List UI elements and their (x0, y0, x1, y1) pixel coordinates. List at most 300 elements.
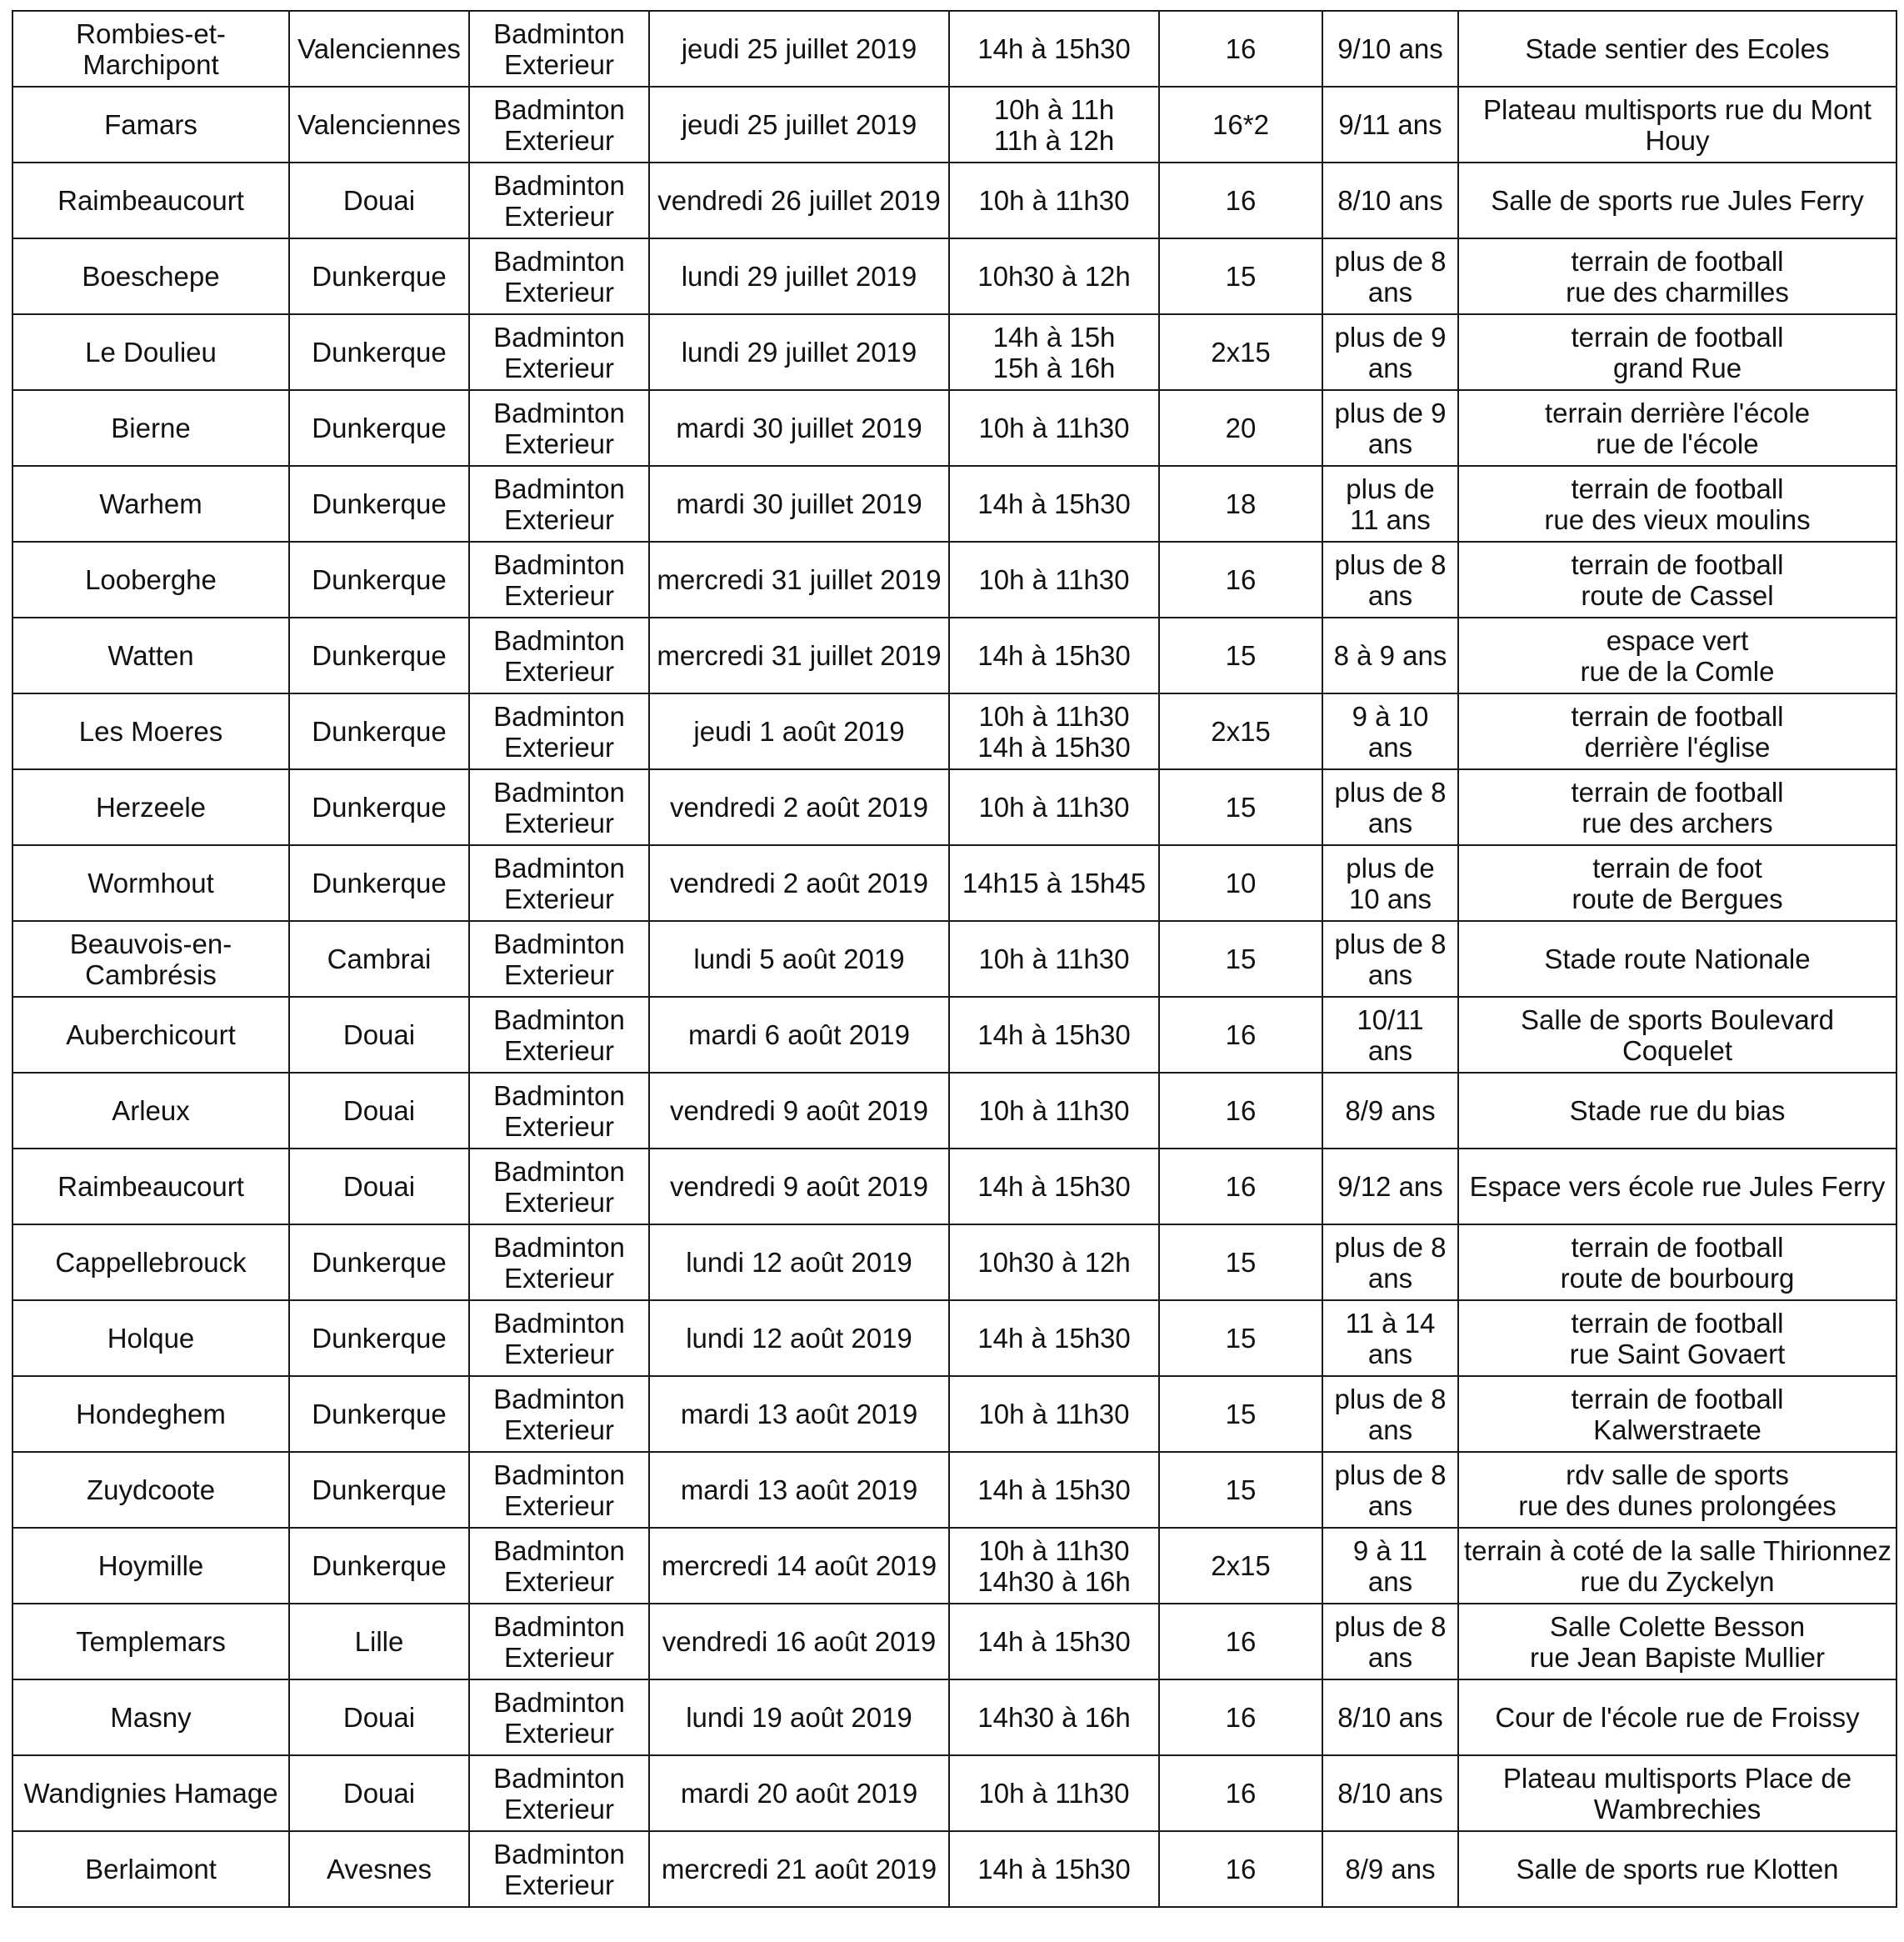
places-cell (1159, 921, 1322, 997)
activity-cell-line: Exterieur (503, 1338, 615, 1369)
time-cell (949, 238, 1159, 314)
arrondissement-cell-text: Dunkerque (312, 564, 447, 595)
age-cell-line: 10 ans (1348, 883, 1432, 914)
time-cell-line: 10h à 11h30 (978, 700, 1130, 732)
places-cell-text: 18 (1225, 488, 1257, 519)
table-row (12, 1149, 1897, 1224)
activity-cell-line: Badminton (493, 1004, 625, 1035)
age-cell-line: ans (1367, 1565, 1413, 1597)
time-cell-line: 14h à 15h30 (977, 640, 1131, 671)
time-cell-line: 10h à 11h (993, 93, 1115, 125)
activity-cell-line: Exterieur (503, 124, 615, 156)
date-cell (649, 921, 949, 997)
activity-cell-line: Exterieur (503, 655, 615, 687)
time-cell-line: 14h15 à 15h45 (962, 868, 1147, 898)
places-cell (1159, 542, 1322, 618)
places-cell (1159, 1604, 1322, 1679)
arrondissement-cell (289, 1452, 469, 1528)
arrondissement-cell-text: Dunkerque (312, 1474, 447, 1505)
location-cell (1458, 314, 1897, 390)
time-cell (949, 1755, 1159, 1831)
age-cell-line: ans (1367, 958, 1413, 990)
age-cell (1322, 238, 1458, 314)
places-cell (1159, 769, 1322, 845)
age-cell-line: 8/10 ans (1337, 1702, 1443, 1733)
arrondissement-cell (289, 1755, 469, 1831)
commune-cell (12, 618, 289, 693)
date-cell-text: lundi 29 juillet 2019 (681, 261, 917, 292)
location-cell-line: terrain de football (1571, 473, 1784, 504)
date-cell (649, 1073, 949, 1149)
places-cell (1159, 1831, 1322, 1907)
time-cell-line: 14h30 à 16h (977, 1702, 1131, 1733)
location-cell (1458, 1604, 1897, 1679)
location-cell (1458, 87, 1897, 163)
arrondissement-cell-text: Dunkerque (312, 640, 447, 671)
time-cell (949, 87, 1159, 163)
places-cell (1159, 390, 1322, 466)
age-cell (1322, 1300, 1458, 1376)
activity-cell (469, 769, 649, 845)
arrondissement-cell-text: Douai (342, 1171, 416, 1202)
commune-cell (12, 845, 289, 921)
time-cell-line: 10h à 11h30 (978, 413, 1130, 443)
activity-cell-line: Exterieur (503, 1110, 615, 1142)
date-cell (649, 314, 949, 390)
activity-cell (469, 11, 649, 87)
age-cell (1322, 845, 1458, 921)
time-cell (949, 390, 1159, 466)
location-cell-line: Salle Colette Besson (1549, 1610, 1806, 1642)
date-cell (649, 769, 949, 845)
activity-cell (469, 87, 649, 163)
activity-cell-line: Exterieur (503, 428, 615, 459)
table-row (12, 1376, 1897, 1452)
age-cell-line: ans (1367, 579, 1413, 611)
commune-cell (12, 87, 289, 163)
arrondissement-cell (289, 997, 469, 1073)
age-cell-line: plus de 8 (1334, 776, 1447, 808)
activity-cell (469, 618, 649, 693)
activity-cell (469, 845, 649, 921)
age-cell-line: 9/12 ans (1337, 1171, 1443, 1202)
age-cell (1322, 1831, 1458, 1907)
activity-cell (469, 1224, 649, 1300)
location-cell-line: terrain de foot (1592, 852, 1762, 883)
activity-cell-line: Badminton (493, 1459, 625, 1490)
date-cell (649, 845, 949, 921)
activity-cell (469, 1300, 649, 1376)
commune-cell (12, 1376, 289, 1452)
places-cell-text: 15 (1225, 1399, 1257, 1429)
date-cell-text: mardi 13 août 2019 (680, 1399, 918, 1429)
arrondissement-cell (289, 1224, 469, 1300)
arrondissement-cell (289, 11, 469, 87)
age-cell (1322, 314, 1458, 390)
location-cell (1458, 693, 1897, 769)
table-row (12, 769, 1897, 845)
time-cell-line: 10h à 11h30 (978, 564, 1130, 595)
location-cell-line: rue du Zyckelyn (1580, 1565, 1775, 1597)
date-cell-text: vendredi 26 juillet 2019 (657, 185, 941, 216)
commune-cell (12, 769, 289, 845)
date-cell (649, 390, 949, 466)
commune-cell-line: Wandignies Hamage (23, 1778, 278, 1809)
places-cell-text: 16 (1225, 1854, 1257, 1884)
time-cell-line: 11h à 12h (993, 124, 1115, 156)
time-cell (949, 466, 1159, 542)
places-cell-text: 15 (1225, 792, 1257, 823)
location-cell-line: terrain de football (1571, 776, 1784, 808)
arrondissement-cell-text: Dunkerque (312, 1247, 447, 1278)
time-cell (949, 618, 1159, 693)
age-cell-line: 10/11 (1357, 1004, 1424, 1035)
table-row (12, 1679, 1897, 1755)
date-cell-text: vendredi 16 août 2019 (662, 1626, 937, 1657)
time-cell (949, 1149, 1159, 1224)
activity-cell (469, 1679, 649, 1755)
activity-cell (469, 1604, 649, 1679)
age-cell (1322, 618, 1458, 693)
commune-cell-line: Hoymille (97, 1550, 204, 1581)
date-cell (649, 87, 949, 163)
arrondissement-cell (289, 1073, 469, 1149)
commune-cell-line: Herzeele (95, 792, 207, 823)
location-cell (1458, 1073, 1897, 1149)
time-cell (949, 163, 1159, 238)
table-row (12, 1452, 1897, 1528)
arrondissement-cell-text: Avesnes (327, 1854, 432, 1884)
activity-cell-line: Exterieur (503, 1186, 615, 1218)
places-cell-text: 15 (1225, 640, 1257, 671)
arrondissement-cell (289, 542, 469, 618)
places-cell-text: 16 (1225, 564, 1257, 595)
location-cell (1458, 1376, 1897, 1452)
time-cell (949, 1073, 1159, 1149)
commune-cell-line: Bierne (111, 413, 191, 443)
age-cell-line: plus de 9 (1334, 321, 1447, 353)
age-cell-line: ans (1367, 428, 1413, 459)
arrondissement-cell-text: Lille (354, 1626, 404, 1657)
arrondissement-cell-text: Dunkerque (312, 792, 447, 823)
location-cell-line: Stade route Nationale (1544, 943, 1811, 974)
location-cell-line: Cour de l'école rue de Froissy (1495, 1702, 1860, 1733)
age-cell-line: ans (1367, 276, 1413, 308)
time-cell-line: 10h à 11h30 (978, 185, 1130, 216)
date-cell-text: mercredi 21 août 2019 (661, 1854, 937, 1884)
commune-cell-line: Famars (104, 109, 197, 140)
location-cell (1458, 845, 1897, 921)
activity-cell-line: Exterieur (503, 1793, 615, 1824)
activity-cell (469, 1376, 649, 1452)
table-row (12, 314, 1897, 390)
places-cell (1159, 693, 1322, 769)
time-cell (949, 1831, 1159, 1907)
location-cell-line: terrain de football (1571, 700, 1784, 732)
activity-cell-line: Exterieur (503, 1641, 615, 1673)
time-cell-line: 10h à 11h30 (978, 792, 1130, 823)
location-cell (1458, 466, 1897, 542)
places-cell-text: 16 (1225, 185, 1257, 216)
table-row (12, 11, 1897, 87)
arrondissement-cell-text: Dunkerque (312, 413, 447, 443)
age-cell (1322, 997, 1458, 1073)
activity-cell-line: Badminton (493, 1383, 625, 1414)
activity-cell-line: Badminton (493, 1534, 625, 1566)
location-cell (1458, 769, 1897, 845)
age-cell-line: ans (1367, 807, 1413, 838)
activity-cell-line: Badminton (493, 852, 625, 883)
age-cell-line: ans (1367, 352, 1413, 383)
activity-cell-line: Exterieur (503, 1565, 615, 1597)
location-cell-line: grand Rue (1612, 352, 1742, 383)
activity-cell-line: Badminton (493, 548, 625, 580)
places-cell (1159, 1679, 1322, 1755)
date-cell (649, 238, 949, 314)
arrondissement-cell-text: Cambrai (327, 943, 432, 974)
places-cell (1159, 997, 1322, 1073)
time-cell (949, 845, 1159, 921)
places-cell-text: 16 (1225, 1095, 1257, 1126)
arrondissement-cell-text: Douai (342, 185, 416, 216)
age-cell-line: ans (1367, 1414, 1413, 1445)
age-cell-line: ans (1367, 1641, 1413, 1673)
commune-cell (12, 1073, 289, 1149)
age-cell (1322, 1679, 1458, 1755)
arrondissement-cell (289, 390, 469, 466)
location-cell-line: Houy (1645, 124, 1710, 156)
location-cell-line: rue des charmilles (1566, 276, 1789, 308)
activity-cell (469, 1073, 649, 1149)
location-cell-line: rue des archers (1582, 807, 1773, 838)
time-cell (949, 1300, 1159, 1376)
activity-cell-line: Badminton (493, 1155, 625, 1187)
table-row (12, 1831, 1897, 1907)
date-cell-text: lundi 5 août 2019 (693, 943, 905, 974)
time-cell-line: 14h à 15h30 (977, 488, 1131, 519)
age-cell (1322, 1604, 1458, 1679)
commune-cell (12, 693, 289, 769)
location-cell (1458, 618, 1897, 693)
age-cell-line: 8/10 ans (1337, 185, 1443, 216)
date-cell (649, 466, 949, 542)
places-cell-text: 16 (1225, 1626, 1257, 1657)
activity-cell (469, 1528, 649, 1604)
commune-cell-line: Le Doulieu (85, 337, 217, 368)
activity-cell-line: Exterieur (503, 958, 615, 990)
table-row (12, 238, 1897, 314)
activity-cell (469, 997, 649, 1073)
activity-cell-line: Badminton (493, 1307, 625, 1339)
commune-cell (12, 163, 289, 238)
activity-cell (469, 390, 649, 466)
activity-cell-line: Badminton (493, 700, 625, 732)
activity-cell (469, 921, 649, 997)
date-cell (649, 11, 949, 87)
activity-cell-line: Exterieur (503, 276, 615, 308)
arrondissement-cell-text: Valenciennes (297, 33, 461, 64)
activity-cell-line: Badminton (493, 169, 625, 201)
places-cell (1159, 1755, 1322, 1831)
activity-cell-line: Badminton (493, 397, 625, 428)
location-cell-line: rue des dunes prolongées (1518, 1489, 1837, 1521)
commune-cell-line: Hondeghem (76, 1399, 226, 1429)
activity-cell (469, 238, 649, 314)
location-cell-line: Plateau multisports Place de (1502, 1762, 1852, 1794)
places-cell-text: 20 (1225, 413, 1257, 443)
activity-cell (469, 1755, 649, 1831)
age-cell-line: plus de 8 (1334, 548, 1447, 580)
location-cell (1458, 238, 1897, 314)
table-row (12, 693, 1897, 769)
table-row (12, 845, 1897, 921)
arrondissement-cell-text: Douai (342, 1778, 416, 1809)
location-cell-line: Salle de sports rue Klotten (1516, 1854, 1839, 1884)
date-cell (649, 1528, 949, 1604)
places-cell (1159, 11, 1322, 87)
date-cell (649, 1755, 949, 1831)
date-cell-text: lundi 12 août 2019 (686, 1323, 912, 1354)
location-cell-line: rue de l'école (1596, 428, 1759, 459)
table-row (12, 997, 1897, 1073)
age-cell-line: plus de 8 (1334, 245, 1447, 277)
age-cell-line: 8/9 ans (1345, 1095, 1436, 1126)
time-cell (949, 1679, 1159, 1755)
time-cell (949, 693, 1159, 769)
commune-cell (12, 390, 289, 466)
location-cell-line: Salle de sports Boulevard (1520, 1004, 1835, 1035)
date-cell (649, 1300, 949, 1376)
date-cell (649, 1224, 949, 1300)
age-cell (1322, 769, 1458, 845)
commune-cell (12, 314, 289, 390)
arrondissement-cell-text: Dunkerque (312, 716, 447, 747)
commune-cell (12, 1755, 289, 1831)
arrondissement-cell (289, 921, 469, 997)
commune-cell (12, 542, 289, 618)
arrondissement-cell-text: Douai (342, 1019, 416, 1050)
places-cell-text: 15 (1225, 1323, 1257, 1354)
location-cell-line: derrière l'église (1584, 731, 1771, 763)
commune-cell (12, 1224, 289, 1300)
time-cell (949, 11, 1159, 87)
age-cell-line: ans (1367, 1489, 1413, 1521)
date-cell-text: jeudi 25 juillet 2019 (681, 33, 917, 64)
arrondissement-cell-text: Dunkerque (312, 1550, 447, 1581)
location-cell-line: Stade rue du bias (1569, 1095, 1786, 1126)
time-cell (949, 1224, 1159, 1300)
location-cell-line: Salle de sports rue Jules Ferry (1491, 185, 1864, 216)
time-cell (949, 1376, 1159, 1452)
age-cell-line: ans (1367, 1034, 1413, 1066)
activity-cell-line: Exterieur (503, 1717, 615, 1749)
commune-cell-line: Watten (107, 640, 194, 671)
age-cell-line: ans (1367, 731, 1413, 763)
location-cell-line: Kalwerstraete (1593, 1414, 1762, 1445)
table-row (12, 1604, 1897, 1679)
places-cell (1159, 618, 1322, 693)
age-cell-line: 11 ans (1350, 503, 1431, 535)
table-row (12, 1300, 1897, 1376)
time-cell-line: 14h à 15h30 (977, 1323, 1131, 1354)
commune-cell-line: Rombies-et- (76, 18, 226, 49)
date-cell-text: vendredi 2 août 2019 (669, 792, 929, 823)
time-cell (949, 1452, 1159, 1528)
age-cell (1322, 87, 1458, 163)
places-cell-text: 2x15 (1211, 716, 1271, 747)
location-cell (1458, 1679, 1897, 1755)
location-cell-line: terrain de football (1571, 1383, 1784, 1414)
arrondissement-cell (289, 466, 469, 542)
commune-cell-line: Templemars (76, 1626, 226, 1657)
places-cell (1159, 1224, 1322, 1300)
age-cell-line: plus de 9 (1334, 397, 1447, 428)
places-cell (1159, 238, 1322, 314)
location-cell-line: Espace vers école rue Jules Ferry (1469, 1171, 1886, 1202)
time-cell-line: 14h à 15h30 (977, 1626, 1131, 1657)
time-cell (949, 542, 1159, 618)
date-cell-text: lundi 19 août 2019 (686, 1702, 912, 1733)
date-cell (649, 693, 949, 769)
places-cell (1159, 466, 1322, 542)
location-cell (1458, 11, 1897, 87)
commune-cell (12, 921, 289, 997)
activity-cell-line: Exterieur (503, 1489, 615, 1521)
activity-cell-line: Badminton (493, 624, 625, 656)
table-row (12, 618, 1897, 693)
date-cell-text: mardi 30 juillet 2019 (676, 413, 922, 443)
activity-cell-line: Badminton (493, 1762, 625, 1794)
date-cell (649, 1452, 949, 1528)
location-cell (1458, 1224, 1897, 1300)
age-cell-line: plus de 8 (1334, 928, 1447, 959)
age-cell-line: 9/10 ans (1337, 33, 1443, 64)
date-cell (649, 1679, 949, 1755)
activity-cell (469, 314, 649, 390)
arrondissement-cell-text: Dunkerque (312, 1399, 447, 1429)
date-cell (649, 542, 949, 618)
location-cell-line: terrain de football (1571, 1307, 1784, 1339)
location-cell (1458, 542, 1897, 618)
time-cell-line: 15h à 16h (992, 352, 1116, 383)
arrondissement-cell (289, 1831, 469, 1907)
activity-cell (469, 542, 649, 618)
location-cell-line: rue de la Comle (1580, 655, 1775, 687)
time-cell-line: 10h à 11h30 (978, 1095, 1130, 1126)
age-cell (1322, 1376, 1458, 1452)
activity-cell (469, 1831, 649, 1907)
age-cell (1322, 1528, 1458, 1604)
date-cell (649, 1376, 949, 1452)
activity-cell (469, 693, 649, 769)
commune-cell (12, 238, 289, 314)
places-cell-text: 16 (1225, 1171, 1257, 1202)
location-cell-line: rdv salle de sports (1566, 1459, 1789, 1490)
activity-cell-line: Badminton (493, 776, 625, 808)
places-cell (1159, 87, 1322, 163)
activity-cell-line: Badminton (493, 928, 625, 959)
time-cell-line: 10h à 11h30 (978, 1534, 1130, 1566)
commune-cell-line: Wormhout (87, 868, 214, 898)
date-cell-text: mercredi 14 août 2019 (661, 1550, 937, 1581)
arrondissement-cell-text: Dunkerque (312, 488, 447, 519)
table-row (12, 1224, 1897, 1300)
activity-cell-line: Exterieur (503, 200, 615, 232)
table-row (12, 1755, 1897, 1831)
commune-cell-line: Auberchicourt (66, 1019, 236, 1050)
time-cell-line: 14h30 à 16h (977, 1565, 1131, 1597)
arrondissement-cell (289, 1149, 469, 1224)
